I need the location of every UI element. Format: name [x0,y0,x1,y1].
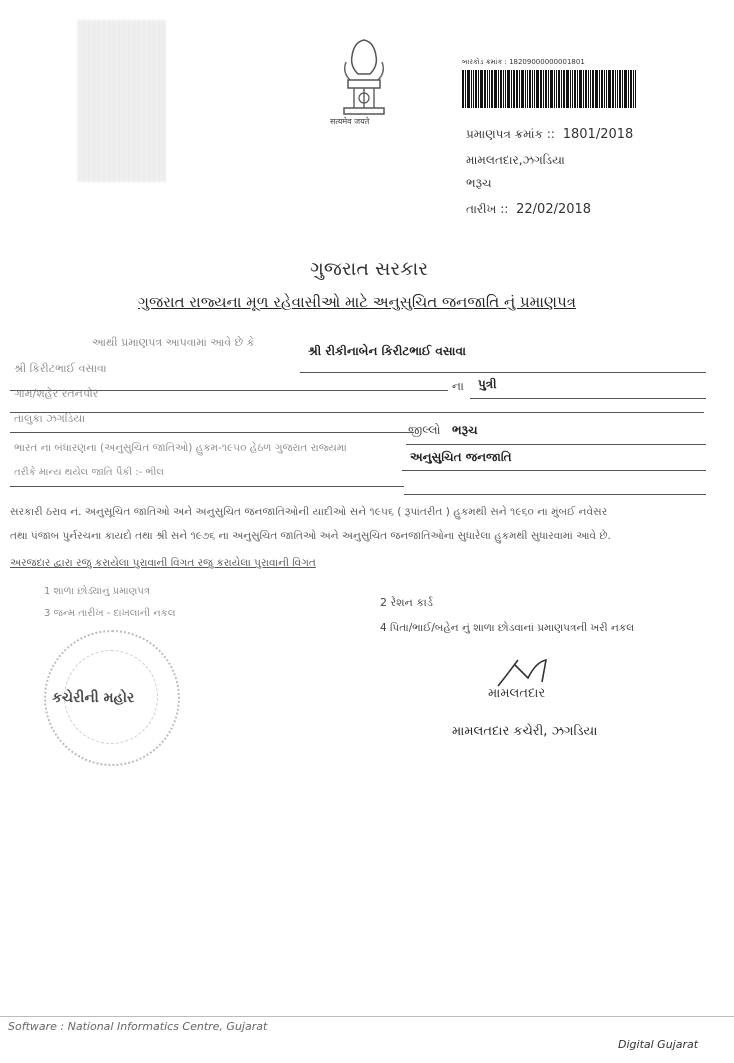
barcode-bar [619,70,621,108]
barcode-bar [612,70,614,108]
barcode-bar [592,70,594,108]
barcode-bar [527,70,528,108]
barcode-bar [478,70,479,108]
footer-software-credit: Software : National Informatics Centre, Gujarat [8,1020,268,1033]
barcode-bar [563,70,565,108]
footer-brand: Digital Gujarat [618,1038,699,1051]
certificate-number: 1801/2018 [562,127,634,142]
barcode-bar [525,70,526,108]
relation-value: પુત્રી [478,377,497,391]
barcode-bar [615,70,616,108]
barcode-bar [519,70,520,108]
rule-caste-right [404,494,706,495]
barcode-bar [588,70,589,108]
barcode-bar [543,70,544,108]
issuing-office: મામલતદાર,ઝગડિયા [466,153,565,167]
issuing-district: ભરૂચ [466,176,492,190]
barcode-bar [471,70,472,108]
barcode-bar [534,70,535,108]
district-value: ભરૂચ [452,423,478,437]
certificate-number-label: પ્રમાણપત્ર ક્રમાંક :: [466,127,555,141]
certificate-number-row [466,127,633,142]
rule-category [402,470,706,471]
order-label: ભારત ના બંધારણના (અનુસુચિત જાતિઓ) હુકમ-૧૯૫૦ હેઠળ ગુજરાત રાજ્યમાં [14,442,347,454]
father-name-label: શ્રી કિરીટભાઈ વસાવા [14,362,107,375]
barcode-bar [462,70,464,108]
rule-relation [470,398,706,399]
applicant-name: શ્રી રીકીનાબેન કિરીટભાઈ વસાવા [308,344,466,358]
barcode-bar [617,70,618,108]
category-value: અનુસુચિત જનજાતિ [410,450,512,464]
rule-caste [10,486,404,487]
barcode-label: બારકોડ ક્રમાંક : 18209000000001801 [462,58,585,66]
signature-text: મામલતદાર [488,686,546,701]
government-title: ગુજરાત સરકાર [310,258,429,280]
district-label: જીલ્લો [408,423,441,437]
barcode-bar [622,70,623,108]
barcode-bar [599,70,600,108]
emblem-caption: सत्यमेव जयते [330,117,370,126]
footer-rule [0,1016,734,1017]
barcode-bar [513,70,515,108]
barcode-bar [484,70,486,108]
issue-date: 22/02/2018 [516,202,592,217]
barcode-bar [516,70,518,108]
barcode-bar [487,70,488,108]
barcode-bar [494,70,497,108]
barcode-bar [491,70,493,108]
rule-village [10,412,704,413]
barcode-bar [574,70,576,108]
rule-taluka [10,432,414,433]
barcode-bar [561,70,562,108]
barcode-bar [595,70,598,108]
barcode-bar [498,70,499,108]
barcode-bar [624,70,627,108]
barcode-bar [545,70,547,108]
office-seal-text: કચેરીની મહોર [52,690,135,706]
barcode-bar [585,70,587,108]
evidence-item-2: 2 રેશન કાર્ડ [380,596,433,609]
village-label: ગામ/શહેર રતનપોર [14,387,99,400]
issue-date-label: તારીખ :: [466,202,509,216]
evidence-item-1: 1 શાળા છોડ્યાનું પ્રમાણપત્ર [44,586,150,597]
barcode-bar [558,70,560,108]
certify-label: આથી પ્રમાણપત્ર આપવામાં આવે છે કે [92,336,255,349]
barcode-bar [500,70,502,108]
barcode-bar [548,70,549,108]
rule-district [406,444,706,445]
barcode-bar [583,70,584,108]
barcode-bar [604,70,605,108]
barcode-bar [577,70,578,108]
evidence-item-4: 4 પિતા/ભાઈ/બહેન નું શાળા છોડવાનાં પ્રમાણપત્રની ખરી નકલ [380,622,635,634]
evidence-heading: અરજદાર દ્વારા રજુ કરાયેલા પુરાવાની વિગત રજુ કરાયેલા પુરાવાની વિગત [10,557,316,569]
barcode-bar [556,70,557,108]
photo-area [78,20,166,182]
barcode-bar [480,70,483,108]
barcode-icon [462,70,692,108]
barcode-bar [633,70,634,108]
barcode-bar [529,70,531,108]
barcode-bar [606,70,607,108]
issue-date-row [466,202,591,217]
barcode-bar [554,70,555,108]
barcode-bar [635,70,636,108]
barcode-bar [590,70,591,108]
barcode-bar [550,70,553,108]
certificate-title: ગુજરાત રાજ્યના મૂળ રહેવાસીઓ માટે અનુસુચિત જનજાતિ નું પ્રમાણપત્ર [138,293,576,311]
barcode-bar [532,70,533,108]
barcode-bar [628,70,629,108]
barcode-bar [465,70,466,108]
barcode-bar [467,70,470,108]
barcode-bar [630,70,632,108]
barcode-bar [572,70,573,108]
barcode-bar [566,70,569,108]
barcode-bar [505,70,506,108]
relation-label: ના [452,379,464,393]
barcode-bar [475,70,477,108]
barcode-bar [536,70,539,108]
signing-office: મામલતદાર કચેરી, ઝગડિયા [452,724,598,739]
barcode-bar [489,70,490,108]
barcode-bar [503,70,504,108]
barcode-block [462,58,692,108]
barcode-bar [608,70,611,108]
barcode-bar [579,70,582,108]
rule-applicant [300,372,706,373]
body-line-1: સરકારી ઠરાવ નં. અનુસૂચિત જાતિઓ અને અનુસુચિત જનજાતિઓની યાદીઓ સને ૧૯૫૬ ( રૂપાંતરીત ) હુકમથી સને ૧૯૬૦ ના મુંબઈ નવેસર [10,506,608,518]
barcode-bar [521,70,524,108]
caste-label: તરીકે માન્ય થયેલ જાતિ પૈકી :- ભીલ [14,467,164,478]
taluka-label: તાલુકા ઝગડિયા [14,412,86,425]
evidence-item-3: 3 જન્મ તારીખ - દાખલાની નકલ [44,608,176,619]
body-line-2: તથા પંજાબ પુર્નરચના કાયદો તથા શ્રી સને ૧૯૭૬ ના અનુસુચિત જાતિઓ અને અનુસુચિત જનજાતિઓના સુધારેલા હુકમથી સુધારવામાં આવે છે. [10,530,611,542]
barcode-bar [507,70,510,108]
barcode-bar [473,70,474,108]
barcode-bar [570,70,571,108]
barcode-bar [540,70,542,108]
barcode-bar [511,70,512,108]
barcode-bar [601,70,603,108]
